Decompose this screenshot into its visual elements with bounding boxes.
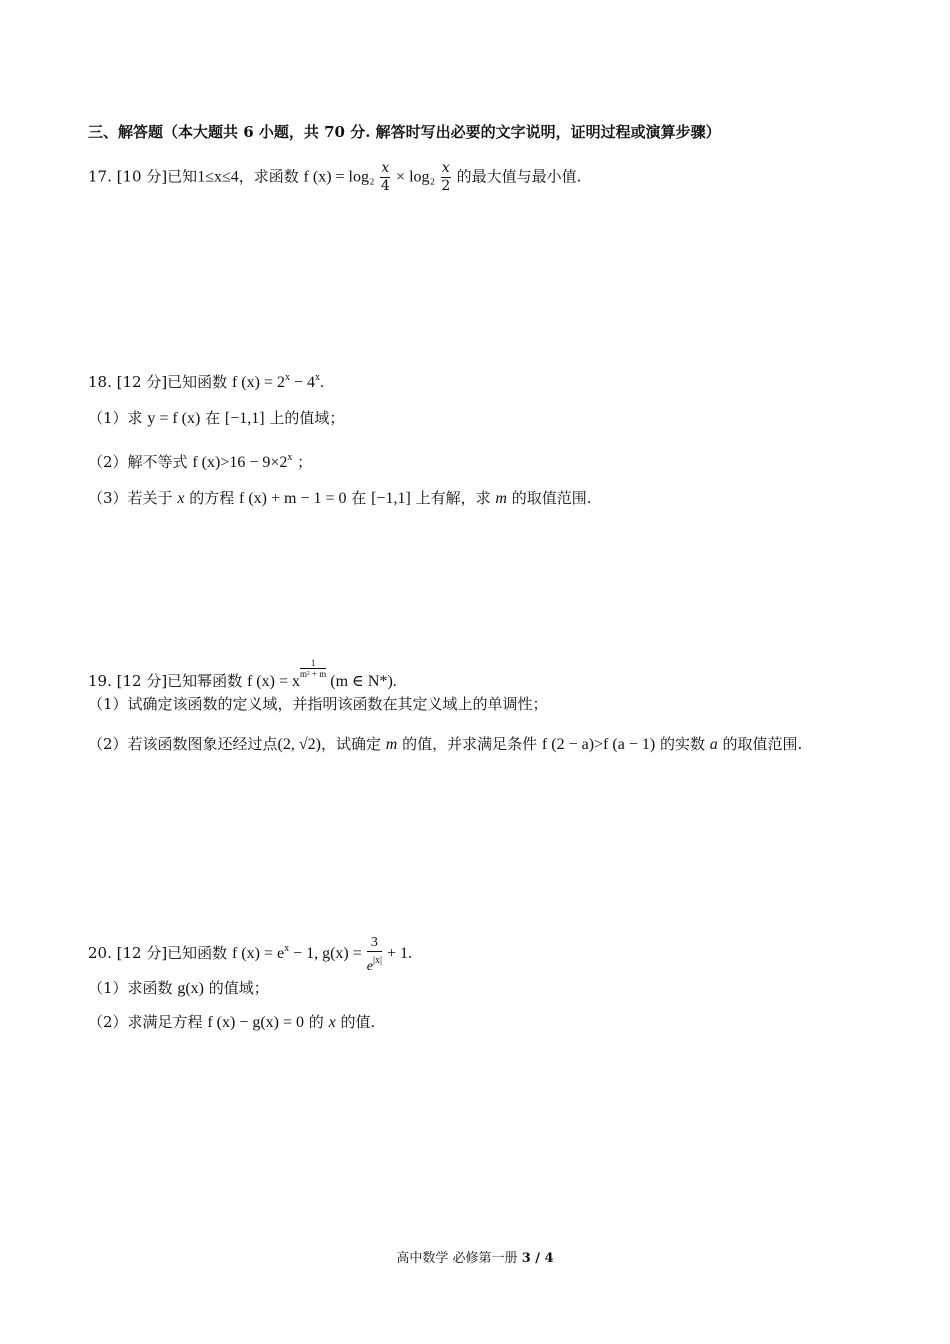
q17-function: f (x) = log₂ [303, 168, 375, 186]
q18-label: 18. [12 分]已知函数 [88, 373, 228, 391]
q20-label: 20. [12 分]已知函数 [88, 944, 228, 963]
q19-part-2: （2）若该函数图象还经过点(2, √2)，试确定 m 的值，并求满足条件 f (2 − a)>f (a − 1) 的实数 a 的取值范围. [88, 735, 803, 753]
question-19 [88, 658, 397, 692]
q17-times: × log₂ [396, 168, 436, 186]
page-number: 3 / 4 [521, 1251, 554, 1266]
q18-part-2: （2）解不等式 f $(x)>16 - 9\times 2^x$ ； [88, 452, 313, 471]
q19-function: f (x) = x $\frac{1}{\text{m² + m}} (m$ ∈ N*). [246, 658, 397, 690]
q17-fraction-1: $\frac{x}{4}$ [380, 160, 390, 194]
q18-part-3: （3）若关于 x 的方程 f (x) + m − 1 = 0 在 [−1,1] 上有解，求 m 的取值范围. [88, 489, 592, 507]
question-17 [88, 160, 581, 195]
q19-part-1: （1）试确定该函数的定义域，并指明该函数在其定义域上的单调性； [88, 695, 548, 713]
q20-part-1: （1）求函数 g(x) 的值域； [88, 979, 269, 997]
q17-condition: 1≤x≤4 [197, 168, 239, 186]
q17-label: 17. [10 分]已知 [88, 167, 198, 186]
q20-fraction: $\frac{3}{e^{|x|}}$ [366, 935, 383, 974]
footer-text: 高中数学 必修第一册 [396, 1251, 518, 1266]
q17-mid: ，求函数 [238, 167, 299, 186]
q18-function: f $(x) = 2^x - 4^x$. [231, 372, 325, 391]
question-18 [88, 368, 324, 393]
q20-functions: f $(x) = e^x - 1$, g(x) = $\frac{3}{e^{|x|}}$ + 1. [231, 935, 413, 974]
section-heading: 三、解答题（本大题共 6 小题，共 70 分. 解答时写出必要的文字说明，证明过程或演算步骤） [88, 123, 721, 141]
page-footer [0, 1247, 950, 1266]
q20-part-2: （2）求满足方程 f (x) − g(x) = 0 的 x 的值. [88, 1013, 376, 1031]
q17-fraction-2: $\frac{x}{2}$ [441, 160, 451, 194]
q19-exponent-fraction: $\frac{1}{\text{m² + m}}$ [299, 658, 327, 679]
question-20 [88, 934, 412, 975]
q18-part-1: （1）求 y = f (x) 在 [−1,1] 上的值域； [88, 409, 345, 427]
q19-label: 19. [12 分]已知幂函数 [88, 672, 243, 690]
q17-tail: 的最大值与最小值. [456, 167, 582, 186]
